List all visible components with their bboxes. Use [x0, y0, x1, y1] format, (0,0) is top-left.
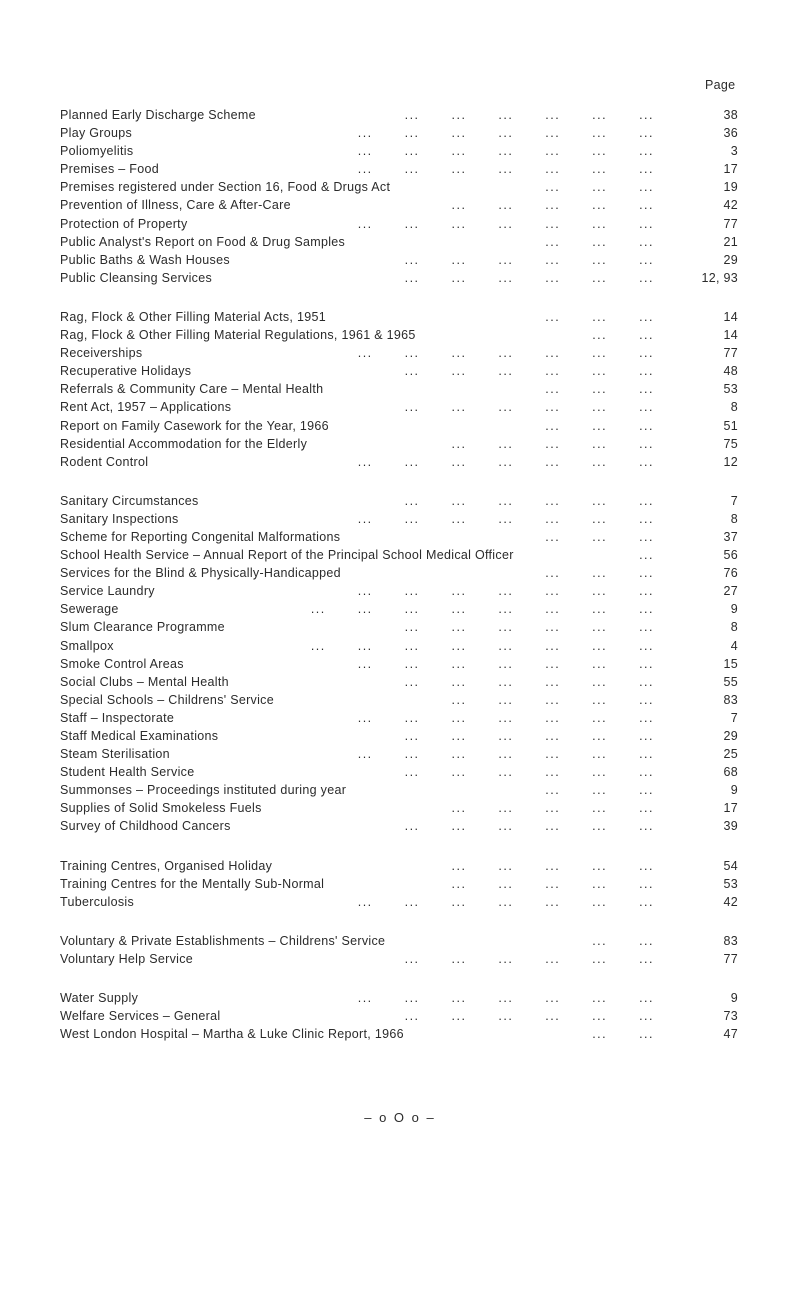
index-group [0, 492, 800, 836]
page-number: 56 [723, 548, 738, 563]
page-number: 3 [730, 144, 738, 159]
index-entry [0, 582, 800, 600]
dot-leaders: ... ... ... ... ... ... ... [356, 453, 654, 471]
index-entry [0, 989, 800, 1007]
dot-leaders: ... ... ... ... ... ... [403, 362, 654, 380]
page-number: 77 [723, 951, 738, 966]
dot-leaders: ... ... ... ... ... ... ... [356, 215, 654, 233]
index-entry [0, 857, 800, 875]
entry-title: Voluntary & Private Establishments – Childrens' Service [60, 933, 386, 948]
entry-title: West London Hospital – Martha & Luke Clinic Report, 1966 [60, 1027, 404, 1042]
page-number: 77 [723, 346, 738, 361]
page-number: 8 [730, 400, 738, 415]
dot-leaders: ... ... ... ... ... ... ... [356, 142, 654, 160]
page-number: 14 [723, 309, 738, 324]
index-group [0, 308, 800, 471]
entry-title: Water Supply [60, 991, 139, 1006]
index-entry [0, 600, 800, 618]
entry-title: Scheme for Reporting Congenital Malformations [60, 529, 341, 544]
page-number: 8 [730, 511, 738, 526]
page-number: 7 [730, 710, 738, 725]
entry-title: Sanitary Circumstances [60, 493, 199, 508]
dot-leaders: ... ... ... ... ... ... [403, 817, 654, 835]
index-entry [0, 398, 800, 416]
dot-leaders: ... ... ... ... ... ... ... [356, 989, 654, 1007]
index-list [0, 106, 800, 1064]
index-entry [0, 142, 800, 160]
entry-title: Training Centres, Organised Holiday [60, 858, 273, 873]
index-entry [0, 106, 800, 124]
page-number: 19 [723, 180, 738, 195]
page-number: 77 [723, 216, 738, 231]
dot-leaders: ... ... ... [543, 417, 654, 435]
page-number: 8 [730, 620, 738, 635]
page-number: 53 [723, 382, 738, 397]
entry-title: Public Cleansing Services [60, 270, 213, 285]
index-entry [0, 637, 800, 655]
entry-title: Voluntary Help Service [60, 951, 194, 966]
index-entry [0, 691, 800, 709]
entry-title: Special Schools – Childrens' Service [60, 692, 274, 707]
index-group [0, 106, 800, 287]
entry-title: Welfare Services – General [60, 1009, 221, 1024]
dot-leaders: ... ... ... [543, 178, 654, 196]
index-entry [0, 564, 800, 582]
dot-leaders: ... ... ... ... ... ... [403, 398, 654, 416]
entry-title: Recuperative Holidays [60, 364, 192, 379]
page-number: 17 [723, 162, 738, 177]
page-number: 25 [723, 747, 738, 762]
dot-leaders: ... ... ... ... ... ... ... [356, 510, 654, 528]
index-group [0, 857, 800, 911]
index-entry [0, 655, 800, 673]
dot-leaders: ... ... ... ... ... ... ... [356, 124, 654, 142]
index-entry [0, 932, 800, 950]
index-entry [0, 160, 800, 178]
page-number: 38 [723, 108, 738, 122]
index-entry [0, 763, 800, 781]
entry-title: Poliomyelitis [60, 144, 134, 159]
dot-leaders: ... ... ... ... ... [450, 691, 655, 709]
entry-title: Public Baths & Wash Houses [60, 252, 230, 267]
dot-leaders: ... ... ... ... ... ... ... [356, 893, 654, 911]
dot-leaders: ... ... ... ... ... [450, 196, 655, 214]
page-number: 42 [723, 894, 738, 909]
page-number: 73 [723, 1009, 738, 1024]
entry-title: Rodent Control [60, 454, 149, 469]
page-number: 37 [723, 529, 738, 544]
index-entry [0, 745, 800, 763]
entry-title: Training Centres for the Mentally Sub-Normal [60, 876, 325, 891]
dot-leaders: ... ... ... [543, 781, 654, 799]
page-number: 4 [730, 638, 738, 653]
entry-title: Rag, Flock & Other Filling Material Regulations, 1961 & 1965 [60, 328, 416, 343]
entry-title: Receiverships [60, 346, 143, 361]
index-entry [0, 492, 800, 510]
dot-leaders: ... ... ... ... ... ... ... ... [309, 600, 654, 618]
dot-leaders: ... ... ... ... ... ... ... ... [309, 637, 654, 655]
page-number: 47 [723, 1027, 738, 1042]
entry-title: Report on Family Casework for the Year, 1966 [60, 418, 329, 433]
dot-leaders: ... ... ... ... ... ... ... [356, 655, 654, 673]
dot-leaders: ... [637, 546, 654, 564]
entry-title: Play Groups [60, 126, 133, 141]
page-number: 55 [723, 674, 738, 689]
entry-title: Steam Sterilisation [60, 747, 170, 762]
index-entry [0, 124, 800, 142]
page-number: 29 [723, 252, 738, 267]
dot-leaders: ... ... [590, 932, 654, 950]
entry-title: Supplies of Solid Smokeless Fuels [60, 801, 262, 816]
dot-leaders: ... ... ... ... ... ... [403, 763, 654, 781]
index-entry [0, 196, 800, 214]
page-number: 76 [723, 566, 738, 581]
index-entry [0, 362, 800, 380]
index-entry [0, 453, 800, 471]
dot-leaders: ... ... ... ... ... ... [403, 950, 654, 968]
index-entry [0, 893, 800, 911]
dot-leaders: ... ... ... ... ... ... ... [356, 709, 654, 727]
dot-leaders: ... ... ... [543, 564, 654, 582]
dot-leaders: ... ... ... ... ... ... [403, 251, 654, 269]
dot-leaders: ... ... ... ... ... ... [403, 1007, 654, 1025]
index-entry [0, 618, 800, 636]
dot-leaders: ... ... ... ... ... [450, 435, 655, 453]
index-entry [0, 817, 800, 835]
dot-leaders: ... ... ... ... ... ... ... [356, 582, 654, 600]
dot-leaders: ... ... ... ... ... [450, 857, 655, 875]
page-number: 9 [730, 991, 738, 1006]
entry-title: Sewerage [60, 602, 119, 617]
index-entry [0, 344, 800, 362]
entry-title: Smoke Control Areas [60, 656, 184, 671]
page-number: 17 [723, 801, 738, 816]
index-entry [0, 510, 800, 528]
dot-leaders: ... ... ... ... ... ... [403, 106, 654, 124]
page-number: 53 [723, 876, 738, 891]
dot-leaders: ... ... [590, 1025, 654, 1043]
dot-leaders: ... ... ... ... ... ... ... [356, 745, 654, 763]
dot-leaders: ... ... ... ... ... ... [403, 269, 654, 287]
page-number: 15 [723, 656, 738, 671]
entry-title: Premises – Food [60, 162, 159, 177]
index-entry [0, 1007, 800, 1025]
page-number: 9 [730, 783, 738, 798]
entry-title: Social Clubs – Mental Health [60, 674, 229, 689]
page-number: 68 [723, 765, 738, 780]
index-entry [0, 215, 800, 233]
page-number: 54 [723, 858, 738, 873]
index-group [0, 932, 800, 968]
entry-title: Staff Medical Examinations [60, 729, 219, 743]
page-number: 39 [723, 819, 738, 834]
index-entry [0, 435, 800, 453]
dot-leaders: ... ... ... ... ... ... [403, 727, 654, 745]
index-entry [0, 875, 800, 893]
entry-title: Referrals & Community Care – Mental Health [60, 382, 324, 397]
index-entry [0, 673, 800, 691]
index-entry [0, 781, 800, 799]
index-entry [0, 950, 800, 968]
entry-title: Planned Early Discharge Scheme [60, 108, 256, 122]
entry-title: Service Laundry [60, 584, 155, 599]
page-number: 14 [723, 328, 738, 343]
dot-leaders: ... ... ... ... ... ... [403, 618, 654, 636]
entry-title: Prevention of Illness, Care & After-Care [60, 198, 291, 213]
page-number: 29 [723, 729, 738, 743]
index-entry [0, 251, 800, 269]
entry-title: Premises registered under Section 16, Food & Drugs Act [60, 180, 391, 195]
page-number: 83 [723, 933, 738, 948]
dot-leaders: ... ... ... ... ... [450, 875, 655, 893]
entry-title: Slum Clearance Programme [60, 620, 225, 635]
index-entry [0, 233, 800, 251]
entry-title: Rent Act, 1957 – Applications [60, 400, 232, 415]
page-number: 9 [730, 602, 738, 617]
page-number: 83 [723, 692, 738, 707]
dot-leaders: ... ... ... ... ... ... [403, 673, 654, 691]
index-entry [0, 1025, 800, 1043]
page-number: 75 [723, 436, 738, 451]
entry-title: School Health Service – Annual Report of the Principal School Medical Officer [60, 548, 514, 563]
dot-leaders: ... ... ... ... ... ... ... [356, 160, 654, 178]
page-number: 12 [723, 454, 738, 469]
index-entry [0, 528, 800, 546]
entry-title: Smallpox [60, 638, 114, 653]
index-entry [0, 727, 800, 745]
index-entry [0, 380, 800, 398]
entry-title: Student Health Service [60, 765, 195, 780]
entry-title: Staff – Inspectorate [60, 710, 175, 725]
dot-leaders: ... ... ... ... ... [450, 799, 655, 817]
dot-leaders: ... ... ... ... ... ... ... [356, 344, 654, 362]
page-number: 36 [723, 126, 738, 141]
index-entry [0, 178, 800, 196]
end-ornament: – o O o – [364, 1110, 436, 1125]
index-entry [0, 799, 800, 817]
entry-title: Tuberculosis [60, 894, 134, 909]
index-entry [0, 269, 800, 287]
entry-title: Summonses – Proceedings instituted during year [60, 783, 347, 798]
index-group [0, 989, 800, 1043]
page-column-heading: Page [705, 78, 736, 92]
page-number: 7 [730, 493, 738, 508]
entry-title: Survey of Childhood Cancers [60, 819, 231, 834]
entry-title: Services for the Blind & Physically-Handicapped [60, 566, 341, 581]
page-number: 27 [723, 584, 738, 599]
index-entry [0, 546, 800, 564]
page-number: 12, 93 [701, 270, 738, 285]
page-number: 42 [723, 198, 738, 213]
dot-leaders: ... ... ... ... ... ... [403, 492, 654, 510]
dot-leaders: ... ... ... [543, 308, 654, 326]
dot-leaders: ... ... ... [543, 380, 654, 398]
index-entry [0, 308, 800, 326]
dot-leaders: ... ... ... [543, 233, 654, 251]
index-entry [0, 709, 800, 727]
page-number: 51 [723, 418, 738, 433]
index-entry [0, 417, 800, 435]
entry-title: Protection of Property [60, 216, 188, 231]
entry-title: Public Analyst's Report on Food & Drug Samples [60, 234, 346, 249]
index-entry [0, 326, 800, 344]
entry-title: Residential Accommodation for the Elderly [60, 436, 308, 451]
entry-title: Rag, Flock & Other Filling Material Acts, 1951 [60, 309, 326, 324]
entry-title: Sanitary Inspections [60, 511, 179, 526]
dot-leaders: ... ... [590, 326, 654, 344]
page-number: 21 [723, 234, 738, 249]
page-number: 48 [723, 364, 738, 379]
dot-leaders: ... ... ... [543, 528, 654, 546]
